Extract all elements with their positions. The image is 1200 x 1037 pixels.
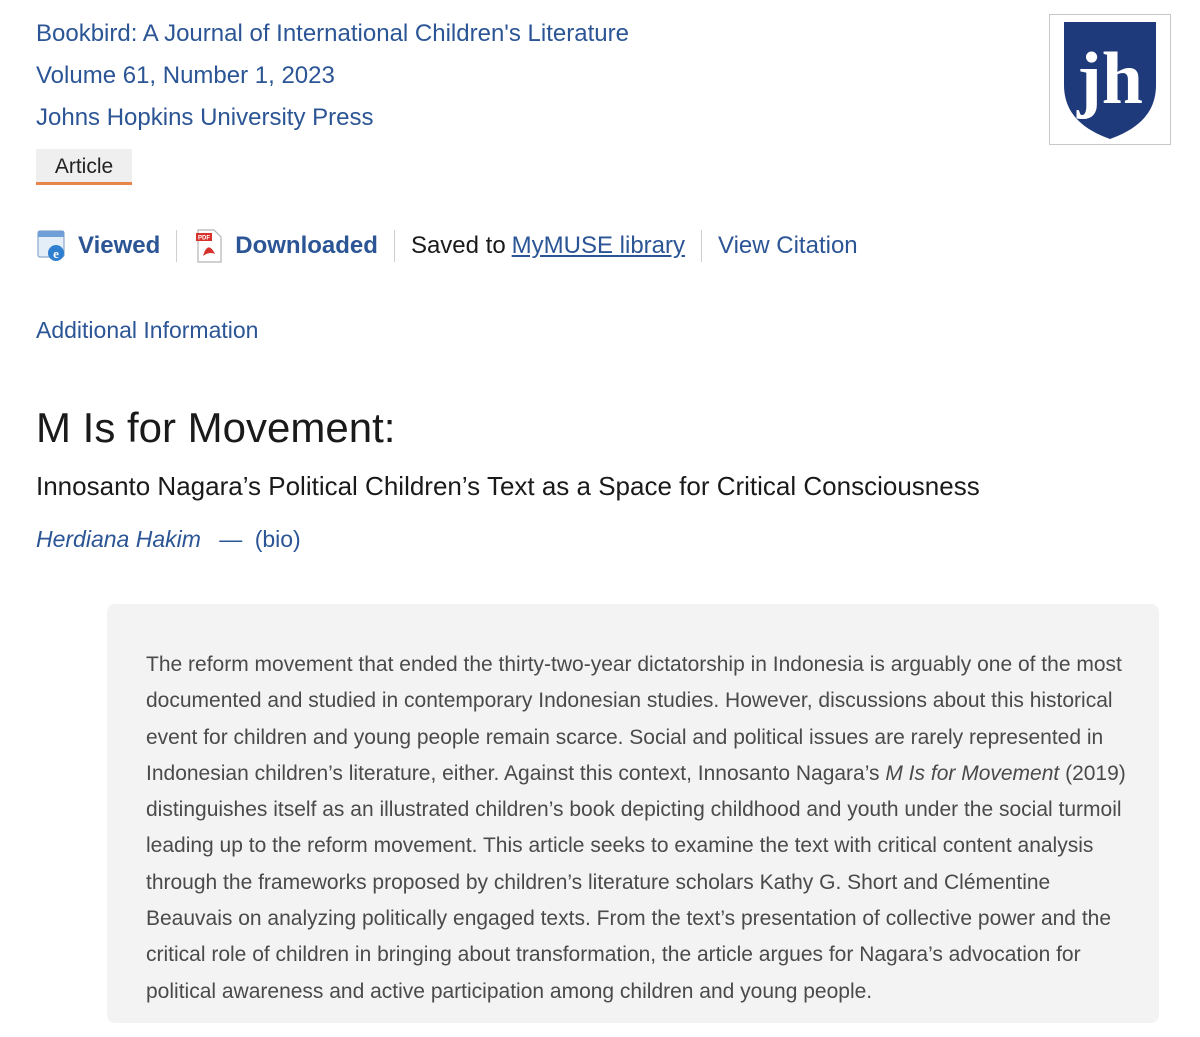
article-subtitle: Innosanto Nagara’s Political Children’s Text as a Space for Critical Consciousness (36, 471, 980, 501)
downloaded-button[interactable] (193, 228, 378, 264)
mymuse-library-link[interactable]: MyMUSE library (511, 232, 686, 259)
journal-volume-link[interactable]: Volume 61, Number 1, 2023 (36, 62, 335, 89)
abstract-text (146, 647, 1141, 1010)
author-line (36, 526, 301, 553)
article-title: M Is for Movement: (36, 404, 396, 451)
abstract-box (107, 604, 1159, 1023)
abstract-book-title: M Is for Movement (885, 761, 1060, 785)
article-type-tag: Article (36, 149, 132, 185)
additional-information-link[interactable]: Additional Information (36, 317, 259, 343)
author-name-link[interactable]: Herdiana Hakim (36, 526, 201, 552)
svg-text:PDF: PDF (198, 235, 211, 242)
viewed-label: Viewed (78, 232, 161, 259)
view-citation-link[interactable]: View Citation (718, 232, 858, 259)
action-divider (176, 230, 177, 262)
jh-shield-logo-icon (1050, 15, 1170, 144)
saved-to-text: Saved to (410, 232, 506, 259)
action-divider (394, 230, 395, 262)
pdf-download-icon (193, 228, 225, 264)
author-dash: — (219, 526, 243, 552)
downloaded-label: Downloaded (235, 232, 378, 259)
publisher-logo[interactable] (1049, 14, 1171, 145)
journal-title-link[interactable]: Bookbird: A Journal of International Children's Literature (36, 20, 629, 47)
article-action-bar (36, 226, 858, 266)
viewed-button[interactable] (36, 228, 160, 264)
logo-text: jh (1077, 38, 1143, 120)
publisher-link[interactable]: Johns Hopkins University Press (36, 104, 374, 131)
action-divider (701, 230, 702, 262)
abstract-text-part2: (2019) distinguishes itself as an illustrated children’s book depicting childhood and youth under the social turmoil leading up to the reform movement. This article seeks to examine the text with critical content analysis through the frameworks proposed by children’s literature scholars Kathy G. Short and Clémentine Beauvais on analyzing politically engaged texts. From the text’s presentation of collective power and the critical role of children in bringing about transformation, the article argues for Nagara’s advocation for political awareness and active participation among children and young people. (146, 761, 1126, 1003)
abstract-text-part1: The reform movement that ended the thirty-two-year dictatorship in Indonesia is arguably one of the most documented and studied in contemporary Indonesian studies. However, discussions about this historical event for children and young people remain scarce. Social and political issues are rarely represented in Indonesian children’s literature, either. Against this context, Innosanto Nagara’s (146, 653, 1122, 785)
author-bio-link[interactable]: (bio) (254, 526, 301, 552)
html-view-icon (36, 228, 68, 264)
svg-text:e: e (53, 246, 59, 261)
